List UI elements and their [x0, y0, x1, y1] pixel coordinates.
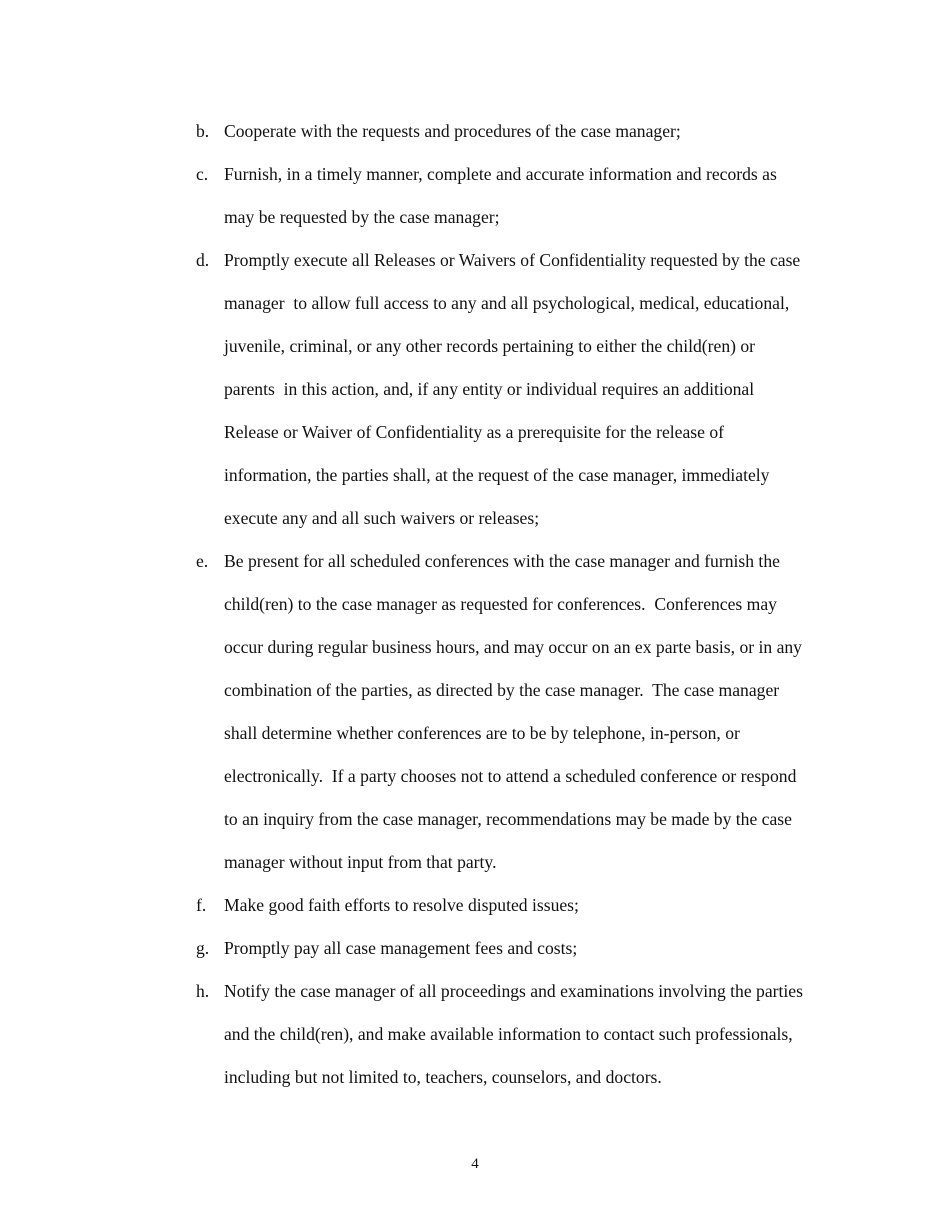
- text-line: including but not limited to, teachers, counselors, and doctors.: [224, 1067, 662, 1087]
- page-number: 4: [471, 1156, 479, 1172]
- text-line: Furnish, in a timely manner, complete and accurate information and records as: [224, 164, 777, 184]
- text-line: and the child(ren), and make available information to contact such professionals,: [224, 1024, 793, 1044]
- text-line: may be requested by the case manager;: [224, 207, 500, 227]
- obligations-list: [196, 110, 856, 1099]
- list-marker: c.: [196, 164, 209, 184]
- text-line: Notify the case manager of all proceedings and examinations involving the parties: [224, 981, 803, 1001]
- text-line: Promptly execute all Releases or Waivers of Confidentiality requested by the case: [224, 250, 801, 270]
- text-line: information, the parties shall, at the request of the case manager, immediately: [224, 465, 770, 485]
- text-line: execute any and all such waivers or releases;: [224, 508, 540, 528]
- text-line: combination of the parties, as directed by the case manager. The case manager: [224, 680, 780, 700]
- list-item-text: [224, 884, 856, 927]
- list-item-text: [224, 239, 856, 540]
- list-item-text: [224, 540, 856, 884]
- list-marker: e.: [196, 551, 209, 571]
- text-line: manager without input from that party.: [224, 852, 497, 872]
- list-marker: d.: [196, 250, 210, 270]
- list-item-h: [196, 970, 856, 1099]
- list-marker: g.: [196, 938, 210, 958]
- list-item-text: [224, 927, 856, 970]
- list-marker: f.: [196, 895, 207, 915]
- list-marker: h.: [196, 981, 210, 1001]
- text-line: manager to allow full access to any and all psychological, medical, educational,: [224, 293, 790, 313]
- text-line: child(ren) to the case manager as requested for conferences. Conferences may: [224, 594, 777, 614]
- list-marker: b.: [196, 121, 210, 141]
- list-item-text: [224, 970, 856, 1099]
- list-item-d: [196, 239, 856, 540]
- text-line: shall determine whether conferences are to be by telephone, in-person, or: [224, 723, 740, 743]
- list-item-g: [196, 927, 856, 970]
- text-line: to an inquiry from the case manager, recommendations may be made by the case: [224, 809, 792, 829]
- list-item-f: [196, 884, 856, 927]
- text-line: Promptly pay all case management fees and costs;: [224, 938, 578, 958]
- text-line: parents in this action, and, if any entity or individual requires an additional: [224, 379, 755, 399]
- text-line: occur during regular business hours, and may occur on an ex parte basis, or in any: [224, 637, 802, 657]
- list-item-text: [224, 153, 856, 239]
- text-line: electronically. If a party chooses not to attend a scheduled conference or respond: [224, 766, 797, 786]
- list-item-e: [196, 540, 856, 884]
- list-item-c: [196, 153, 856, 239]
- text-line: Release or Waiver of Confidentiality as a prerequisite for the release of: [224, 422, 724, 442]
- list-item-b: [196, 110, 856, 153]
- text-line: juvenile, criminal, or any other records pertaining to either the child(ren) or: [224, 336, 756, 356]
- text-line: Cooperate with the requests and procedures of the case manager;: [224, 121, 681, 141]
- list-item-text: [224, 110, 856, 153]
- text-line: Make good faith efforts to resolve disputed issues;: [224, 895, 579, 915]
- text-line: Be present for all scheduled conferences with the case manager and furnish the: [224, 551, 780, 571]
